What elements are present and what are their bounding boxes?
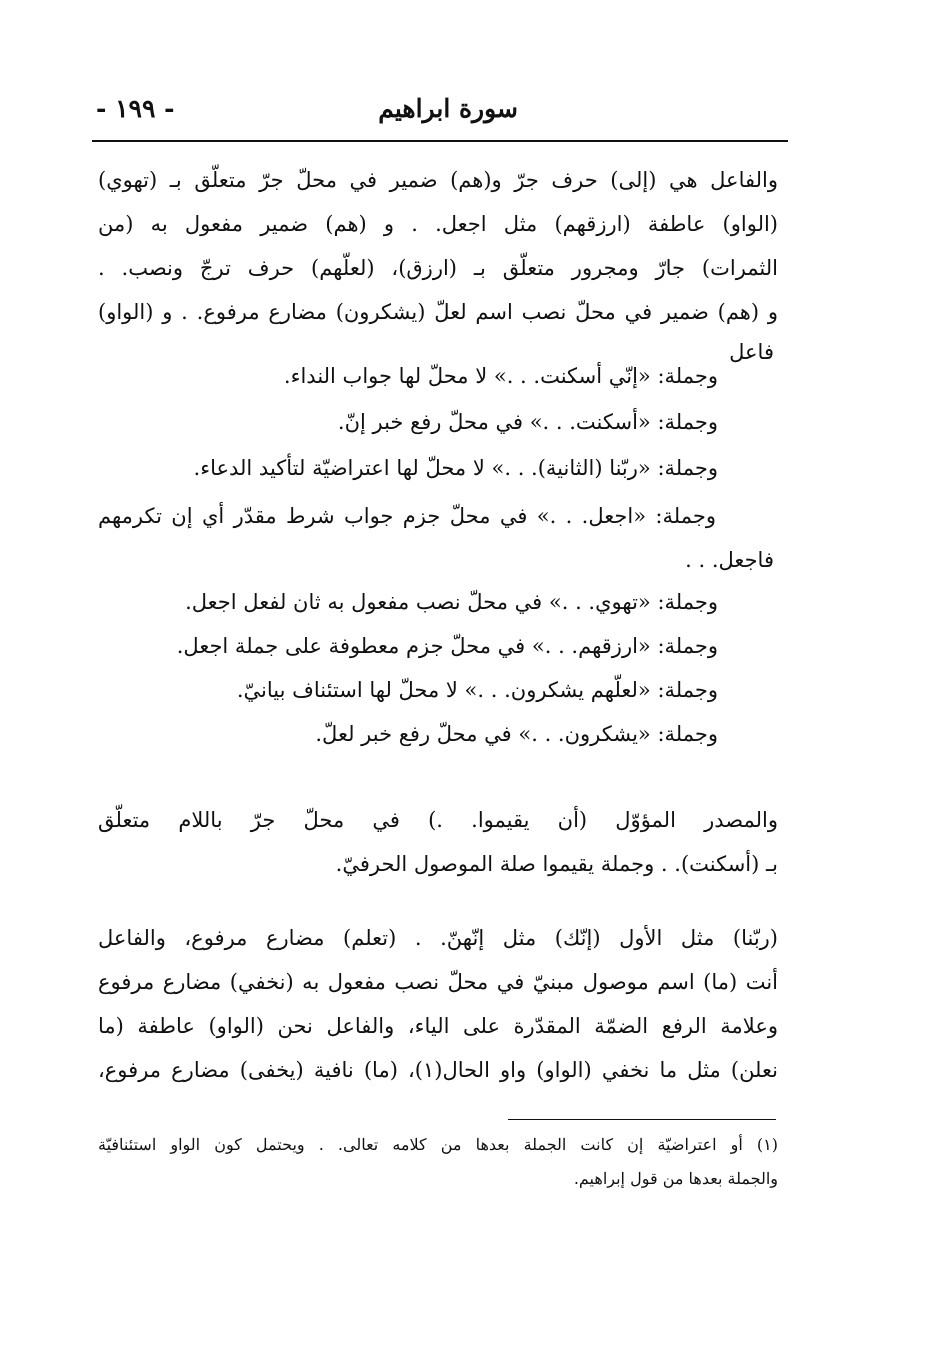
text-line: و (هم) ضمير في محلّ نصب اسم لعلّ (يشكرون) مضارع مرفوع. . و (الواو) [98, 300, 778, 324]
sentence-analysis: وجملة: «لعلّهم يشكرون. . .» لا محلّ لها استئناف بيانيّ. [236, 678, 718, 702]
surah-title: سورة ابراهيم [378, 94, 518, 123]
sentence-analysis: وجملة: «إنّي أسكنت. . .» لا محلّ لها جواب النداء. [283, 364, 718, 388]
text-line: وعلامة الرفع الضمّة المقدّرة على الياء، والفاعل نحن (الواو) عاطفة (ما [98, 1014, 778, 1038]
text-line: (الواو) عاطفة (ارزقهم) مثل اجعل. . و (هم) ضمير مفعول به (من [98, 212, 778, 236]
text-line: والمصدر المؤوّل (أن يقيموا. .) في محلّ جرّ باللام متعلّق [98, 808, 778, 832]
sentence-analysis: وجملة: «أسكنت. . .» في محلّ رفع خبر إنّ. [337, 410, 718, 434]
sentence-analysis-long [98, 494, 716, 538]
header-divider [92, 140, 788, 142]
footnote [98, 1128, 778, 1196]
sentence-analysis: وجملة: «ربّنا (الثانية). . .» لا محلّ لها اعتراضيّة لتأكيد الدعاء. [193, 456, 718, 480]
text-line: الثمرات) جارّ ومجرور متعلّق بـ (ارزق)، (لعلّهم) حرف ترجّ ونصب. . [98, 256, 778, 280]
text-line: (ربّنا) مثل الأول (إنّك) مثل إنّهنّ. . (تعلم) مضارع مرفوع، والفاعل [98, 926, 778, 950]
sentence-analysis: وجملة: «ارزقهم. . .» في محلّ جزم معطوفة على جملة اجعل. [176, 634, 718, 658]
paragraph-3 [98, 916, 778, 1092]
footnote-line: والجملة بعدها من قول إبراهيم. [573, 1169, 778, 1188]
footnote-divider [508, 1119, 776, 1120]
footnote-line: (١) أو اعتراضيّة إن كانت الجملة بعدها من كلامه تعالى. . ويحتمل كون الواو استئنافيّة [98, 1135, 778, 1154]
text-line: وجملة: «اجعل. . .» في محلّ جزم جواب شرط مقدّر أي إن تكرمهم [98, 504, 716, 528]
text-line-continuation: فاجعل. . . [685, 548, 774, 572]
page-number: - ١٩٩ - [96, 94, 175, 123]
text-line: أنت (ما) اسم موصول مبنيّ في محلّ نصب مفعول به (نخفي) مضارع مرفوع [98, 970, 778, 994]
text-line: والفاعل هي (إلى) حرف جرّ و(هم) ضمير في محلّ جرّ متعلّق بـ (تهوي) [98, 168, 778, 192]
sentence-analysis: وجملة: «يشكرون. . .» في محلّ رفع خبر لعلّ. [315, 722, 718, 746]
page-header [96, 92, 788, 136]
sentence-analysis: وجملة: «تهوي. . .» في محلّ نصب مفعول به ثان لفعل اجعل. [185, 590, 718, 614]
text-line: نعلن) مثل ما نخفي (الواو) واو الحال(١)، (ما) نافية (يخفى) مضارع مرفوع، [98, 1058, 778, 1082]
text-line-continuation: فاعل [729, 340, 774, 364]
text-line: بـ (أسكنت). . وجملة يقيموا صلة الموصول الحرفيّ. [335, 852, 778, 876]
paragraph-2 [98, 798, 778, 886]
paragraph-1 [98, 158, 778, 334]
